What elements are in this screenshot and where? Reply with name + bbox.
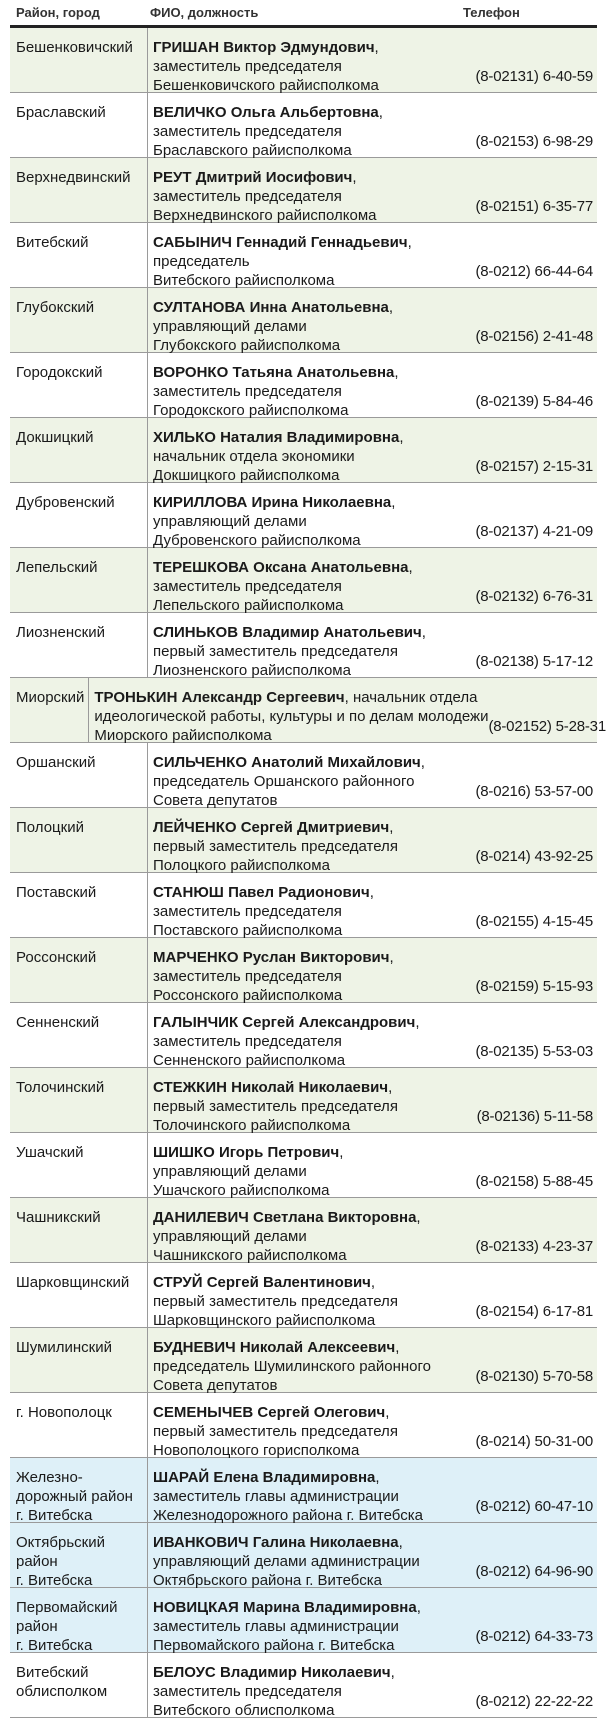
person-title-line-2: Россонского райисполкома bbox=[153, 987, 343, 1004]
row-area bbox=[10, 1523, 148, 1587]
person-suffix: , bbox=[388, 1079, 393, 1096]
person-title-line-1: заместитель главы администрации bbox=[153, 1488, 399, 1505]
person-suffix: , bbox=[369, 884, 374, 901]
row-person bbox=[148, 548, 455, 612]
row-area bbox=[10, 743, 148, 807]
person-title-line-2: Поставского райисполкома bbox=[153, 922, 343, 939]
table-row bbox=[10, 1263, 597, 1328]
table-row bbox=[10, 1393, 597, 1458]
row-phone: (8-02157) 2-15-31 bbox=[475, 458, 593, 475]
table-row bbox=[10, 28, 597, 93]
person-title-line-2: Шарковщинского райисполкома bbox=[153, 1312, 376, 1329]
row-area bbox=[10, 1588, 148, 1652]
person-name-line bbox=[153, 298, 455, 317]
row-person bbox=[148, 1003, 455, 1067]
person-suffix: , bbox=[375, 1469, 380, 1486]
person-surname: ГРИШАН bbox=[153, 39, 220, 56]
table-row bbox=[10, 808, 597, 873]
person-given-names: Сергей Олегович bbox=[257, 1404, 386, 1421]
person-surname: ШАРАЙ bbox=[153, 1469, 210, 1486]
row-person bbox=[148, 353, 455, 417]
row-person bbox=[148, 1133, 455, 1197]
person-title-line-1: первый заместитель председателя bbox=[153, 643, 398, 660]
person-given-names: Игорь Петрович bbox=[218, 1144, 340, 1161]
person-given-names: Дмитрий Иосифович bbox=[195, 169, 353, 186]
row-phone: (8-0216) 53-57-00 bbox=[475, 783, 593, 800]
person-suffix: , bbox=[339, 1144, 344, 1161]
person-surname: БУДНЕВИЧ bbox=[153, 1339, 236, 1356]
area-line: Толочинский bbox=[16, 1079, 105, 1096]
area-line: Бешенковичский bbox=[16, 39, 133, 56]
person-title-line-2: Браславского райисполкома bbox=[153, 142, 352, 159]
table-row bbox=[10, 1003, 597, 1068]
person-title-line-2: Лепельского райисполкома bbox=[153, 597, 344, 614]
person-given-names: Александр Сергеевич bbox=[181, 689, 345, 706]
person-suffix: , начальник отдела bbox=[344, 689, 478, 706]
table-row bbox=[10, 1198, 597, 1263]
area-line: Шумилинский bbox=[16, 1339, 113, 1356]
person-title-line-2: Сенненского райисполкома bbox=[153, 1052, 346, 1069]
person-title-line-1: заместитель председателя bbox=[153, 188, 342, 205]
person-title-line-1: заместитель председателя bbox=[153, 1033, 342, 1050]
row-area bbox=[10, 418, 148, 482]
person-given-names: Анатолий Михайлович bbox=[251, 754, 421, 771]
person-title-line-2: Докшицкого райисполкома bbox=[153, 467, 340, 484]
table-header bbox=[10, 0, 597, 28]
person-name-line bbox=[153, 1468, 455, 1487]
row-person bbox=[148, 1263, 455, 1327]
person-surname: ШИШКО bbox=[153, 1144, 215, 1161]
person-surname: БЕЛОУС bbox=[153, 1664, 216, 1681]
row-person bbox=[148, 938, 455, 1002]
area-line: Чашникский bbox=[16, 1209, 101, 1226]
person-name-line bbox=[153, 493, 455, 512]
person-name-line bbox=[153, 103, 455, 122]
person-surname: СТРУЙ bbox=[153, 1274, 203, 1291]
person-surname: ТРОНЬКИН bbox=[94, 689, 178, 706]
person-given-names: Галина Николаевна bbox=[252, 1534, 399, 1551]
person-name-line bbox=[153, 1273, 455, 1292]
person-title-line-1: заместитель председателя bbox=[153, 968, 342, 985]
person-title-line-2: Витебского райисполкома bbox=[153, 272, 335, 289]
person-suffix: , bbox=[391, 494, 396, 511]
area-line: Оршанский bbox=[16, 754, 96, 771]
person-suffix: , bbox=[374, 39, 379, 56]
row-person bbox=[148, 223, 455, 287]
person-title-line-1: управляющий делами администрации bbox=[153, 1553, 420, 1570]
person-title-line-2: Глубокского райисполкома bbox=[153, 337, 341, 354]
person-suffix: , bbox=[420, 754, 425, 771]
person-name-line bbox=[153, 623, 455, 642]
table-row bbox=[10, 1068, 597, 1133]
row-area bbox=[10, 28, 148, 92]
person-surname: ИВАНКОВИЧ bbox=[153, 1534, 249, 1551]
person-title-line-2: Витебского облисполкома bbox=[153, 1702, 335, 1719]
row-phone: (8-02151) 6-35-77 bbox=[475, 198, 593, 215]
table-body bbox=[10, 28, 606, 1719]
person-name-line bbox=[94, 688, 488, 707]
table-row bbox=[10, 418, 597, 483]
person-surname: КИРИЛЛОВА bbox=[153, 494, 248, 511]
row-person bbox=[148, 1653, 455, 1717]
person-name-line bbox=[153, 363, 455, 382]
person-given-names: Виктор Эдмундович bbox=[223, 39, 375, 56]
row-area bbox=[10, 158, 148, 222]
person-given-names: Сергей Дмитриевич bbox=[240, 819, 390, 836]
person-title-line-1: председатель Шумилинского районного bbox=[153, 1358, 431, 1375]
row-phone: (8-02135) 5-53-03 bbox=[475, 1043, 593, 1060]
row-phone: (8-02153) 6-98-29 bbox=[475, 133, 593, 150]
person-title-line-2: Полоцкого райисполкома bbox=[153, 857, 330, 874]
area-line: Глубокский bbox=[16, 299, 95, 316]
person-title-line-2: Ушачского райисполкома bbox=[153, 1182, 330, 1199]
person-title-line-1: заместитель главы администрации bbox=[153, 1618, 399, 1635]
person-title-line-1: начальник отдела экономики bbox=[153, 448, 355, 465]
table-row bbox=[10, 613, 597, 678]
person-name-line bbox=[153, 1078, 455, 1097]
person-suffix: , bbox=[416, 1599, 421, 1616]
person-surname: ЛЕЙЧЕНКО bbox=[153, 819, 237, 836]
row-phone: (8-0212) 60-47-10 bbox=[475, 1498, 593, 1515]
area-line: район bbox=[16, 1553, 58, 1570]
person-title-line-2: Чашникского райисполкома bbox=[153, 1247, 347, 1264]
person-title-line-1: заместитель председателя bbox=[153, 123, 342, 140]
table-row bbox=[10, 1523, 597, 1588]
person-title-line-2: Октябрьского района г. Витебска bbox=[153, 1572, 382, 1589]
person-title-line-1: управляющий делами bbox=[153, 1163, 307, 1180]
row-phone: (8-0212) 64-96-90 bbox=[475, 1563, 593, 1580]
row-person bbox=[148, 1328, 455, 1392]
person-given-names: Геннадий Геннадьевич bbox=[236, 234, 408, 251]
row-area bbox=[10, 1393, 148, 1457]
table-row bbox=[10, 223, 597, 288]
area-line: Россонский bbox=[16, 949, 97, 966]
person-given-names: Елена Владимировна bbox=[213, 1469, 376, 1486]
row-phone: (8-0212) 66-44-64 bbox=[475, 263, 593, 280]
person-given-names: Ольга Альбертовна bbox=[230, 104, 379, 121]
area-line: Сенненский bbox=[16, 1014, 100, 1031]
area-line: облисполком bbox=[16, 1683, 108, 1700]
person-title-line-2: Толочинского райисполкома bbox=[153, 1117, 351, 1134]
row-area bbox=[10, 93, 148, 157]
person-name-line bbox=[153, 1403, 455, 1422]
person-surname: ТЕРЕШКОВА bbox=[153, 559, 249, 576]
area-line: Городокский bbox=[16, 364, 103, 381]
table-row bbox=[10, 483, 597, 548]
row-area bbox=[10, 1653, 148, 1717]
person-suffix: , bbox=[395, 1339, 400, 1356]
person-name-line bbox=[153, 948, 455, 967]
person-name-line bbox=[153, 818, 455, 837]
row-area bbox=[10, 288, 148, 352]
table-row bbox=[10, 93, 597, 158]
row-phone: (8-02139) 5-84-46 bbox=[475, 393, 593, 410]
person-name-line bbox=[153, 1013, 455, 1032]
person-title-line-1: идеологической работы, культуры и по делам молодежи bbox=[94, 708, 489, 725]
row-person bbox=[148, 613, 455, 677]
person-surname: СЛИНЬКОВ bbox=[153, 624, 239, 641]
person-given-names: Татьяна Анатольевна bbox=[232, 364, 395, 381]
person-given-names: Сергей Валентинович bbox=[206, 1274, 371, 1291]
row-person bbox=[148, 1068, 455, 1132]
row-person bbox=[148, 1588, 455, 1652]
row-person bbox=[148, 483, 455, 547]
area-line: Ушачский bbox=[16, 1144, 84, 1161]
row-area bbox=[10, 1328, 148, 1392]
person-suffix: , bbox=[389, 949, 394, 966]
area-line: г. Витебска bbox=[16, 1572, 93, 1589]
person-surname: ВЕЛИЧКО bbox=[153, 104, 227, 121]
person-suffix: , bbox=[388, 299, 394, 316]
person-title-line-2: Верхнедвинского райисполкома bbox=[153, 207, 377, 224]
officials-table bbox=[10, 0, 606, 1719]
person-given-names: Марина Владимировна bbox=[243, 1599, 417, 1616]
person-given-names: Павел Радионович bbox=[228, 884, 370, 901]
row-person bbox=[148, 288, 455, 352]
person-suffix: , bbox=[394, 364, 399, 381]
person-title-line-2: Бешенковичского райисполкома bbox=[153, 77, 379, 94]
row-phone: (8-02133) 4-23-37 bbox=[475, 1238, 593, 1255]
table-row bbox=[10, 288, 597, 353]
person-suffix: , bbox=[385, 1404, 390, 1421]
person-name-line bbox=[153, 1598, 455, 1617]
person-suffix: , bbox=[407, 234, 412, 251]
table-row bbox=[10, 1588, 597, 1653]
row-phone: (8-02136) 5-11-58 bbox=[476, 1108, 593, 1125]
row-phone: (8-02154) 6-17-81 bbox=[475, 1303, 593, 1320]
person-title-line-2: Городокского райисполкома bbox=[153, 402, 349, 419]
row-phone: (8-02137) 4-21-09 bbox=[475, 523, 593, 540]
person-surname: ДАНИЛЕВИЧ bbox=[153, 1209, 249, 1226]
person-title-line-1: заместитель председателя bbox=[153, 1683, 342, 1700]
row-phone: (8-02155) 4-15-45 bbox=[475, 913, 593, 930]
row-phone: (8-0214) 43-92-25 bbox=[475, 848, 593, 865]
row-area bbox=[10, 938, 148, 1002]
person-given-names: Николай Николаевич bbox=[231, 1079, 389, 1096]
person-surname: САБЫНИЧ bbox=[153, 234, 232, 251]
person-suffix: , bbox=[370, 1274, 376, 1291]
row-phone: (8-02131) 6-40-59 bbox=[475, 68, 593, 85]
person-title-line-2: Лиозненского райисполкома bbox=[153, 662, 351, 679]
area-line: Миорский bbox=[16, 689, 85, 706]
row-person bbox=[148, 1393, 455, 1457]
row-person bbox=[148, 1198, 455, 1262]
person-name-line bbox=[153, 753, 455, 772]
person-name-line bbox=[153, 883, 455, 902]
person-title-line-2: Миорского райисполкома bbox=[94, 727, 272, 744]
header-phone: Телефон bbox=[463, 5, 520, 20]
row-area bbox=[10, 873, 148, 937]
row-area bbox=[10, 1198, 148, 1262]
person-name-line bbox=[153, 558, 455, 577]
person-surname: РЕУТ bbox=[153, 169, 192, 186]
person-suffix: , bbox=[399, 429, 404, 446]
area-line: г. Новополоцк bbox=[16, 1404, 112, 1421]
person-title-line-2: Совета депутатов bbox=[153, 792, 278, 809]
person-surname: СЕМЕНЫЧЕВ bbox=[153, 1404, 254, 1421]
person-title-line-1: председатель bbox=[153, 253, 250, 270]
person-given-names: Руслан Викторович bbox=[242, 949, 390, 966]
area-line: Лепельский bbox=[16, 559, 98, 576]
area-line: дорожный район bbox=[16, 1488, 133, 1505]
table-row bbox=[10, 938, 597, 1003]
area-line: Октябрьский bbox=[16, 1534, 105, 1551]
area-line: Полоцкий bbox=[16, 819, 84, 836]
person-title-line-2: Дубровенского райисполкома bbox=[153, 532, 361, 549]
person-surname: МАРЧЕНКО bbox=[153, 949, 239, 966]
person-title-line-1: заместитель председателя bbox=[153, 903, 342, 920]
row-person bbox=[148, 158, 455, 222]
person-suffix: , bbox=[421, 624, 426, 641]
table-row bbox=[10, 1133, 597, 1198]
row-person bbox=[148, 1458, 455, 1522]
row-person bbox=[148, 28, 455, 92]
person-title-line-1: первый заместитель председателя bbox=[153, 838, 398, 855]
row-area bbox=[10, 1133, 148, 1197]
person-given-names: Инна Анатольевна bbox=[249, 299, 389, 316]
header-area: Район, город bbox=[16, 5, 100, 20]
person-title-line-2: Первомайского района г. Витебска bbox=[153, 1637, 395, 1654]
row-person bbox=[148, 808, 455, 872]
row-area bbox=[10, 223, 148, 287]
person-name-line bbox=[153, 1533, 455, 1552]
person-given-names: Ирина Николаевна bbox=[251, 494, 392, 511]
area-line: Браславский bbox=[16, 104, 106, 121]
row-area bbox=[10, 613, 148, 677]
row-person bbox=[148, 743, 455, 807]
row-phone: (8-02159) 5-15-93 bbox=[475, 978, 593, 995]
area-line: г. Витебска bbox=[16, 1637, 93, 1654]
person-name-line bbox=[153, 1143, 455, 1162]
person-suffix: , bbox=[378, 104, 383, 121]
person-name-line bbox=[153, 1338, 455, 1357]
row-person bbox=[148, 418, 455, 482]
person-title-line-1: заместитель председателя bbox=[153, 383, 342, 400]
person-surname: ВОРОНКО bbox=[153, 364, 229, 381]
row-phone: (8-02158) 5-88-45 bbox=[475, 1173, 593, 1190]
person-given-names: Владимир Николаевич bbox=[219, 1664, 391, 1681]
row-phone: (8-02156) 2-41-48 bbox=[475, 328, 593, 345]
area-line: Первомайский bbox=[16, 1599, 118, 1616]
area-line: Поставский bbox=[16, 884, 97, 901]
person-suffix: , bbox=[408, 559, 413, 576]
row-phone: (8-0214) 50-31-00 bbox=[475, 1433, 593, 1450]
row-area bbox=[10, 678, 89, 742]
row-area bbox=[10, 1458, 148, 1522]
person-title-line-1: первый заместитель председателя bbox=[153, 1098, 398, 1115]
person-given-names: Владимир Анатольевич bbox=[242, 624, 422, 641]
person-surname: ГАЛЫНЧИК bbox=[153, 1014, 239, 1031]
person-title-line-2: Железнодорожного района г. Витебска bbox=[153, 1507, 423, 1524]
row-area bbox=[10, 548, 148, 612]
row-phone: (8-0212) 22-22-22 bbox=[475, 1693, 593, 1710]
person-title-line-1: управляющий делами bbox=[153, 1228, 307, 1245]
area-line: г. Витебска bbox=[16, 1507, 93, 1524]
person-suffix: , bbox=[389, 819, 394, 836]
row-area bbox=[10, 483, 148, 547]
table-row bbox=[10, 353, 597, 418]
row-phone: (8-0212) 64-33-73 bbox=[475, 1628, 593, 1645]
table-row bbox=[10, 548, 597, 613]
person-title-line-1: управляющий делами bbox=[153, 513, 307, 530]
area-line: Витебский bbox=[16, 234, 89, 251]
person-name-line bbox=[153, 1208, 455, 1227]
person-title-line-1: председатель Оршанского районного bbox=[153, 773, 415, 790]
person-surname: ХИЛЬКО bbox=[153, 429, 216, 446]
row-area bbox=[10, 1003, 148, 1067]
person-title-line-1: заместитель председателя bbox=[153, 578, 342, 595]
row-person bbox=[89, 678, 488, 742]
area-line: Лиозненский bbox=[16, 624, 106, 641]
table-row bbox=[10, 873, 597, 938]
person-surname: СТЕЖКИН bbox=[153, 1079, 227, 1096]
row-phone: (8-02130) 5-70-58 bbox=[475, 1368, 593, 1385]
area-line: Витебский bbox=[16, 1664, 89, 1681]
row-person bbox=[148, 1523, 455, 1587]
person-title-line-2: Новополоцкого горисполкома bbox=[153, 1442, 360, 1459]
table-row bbox=[10, 1653, 597, 1718]
row-area bbox=[10, 808, 148, 872]
area-line: Верхнедвинский bbox=[16, 169, 131, 186]
person-surname: СУЛТАНОВА bbox=[153, 299, 246, 316]
area-line: Железно- bbox=[16, 1469, 83, 1486]
row-area bbox=[10, 353, 148, 417]
person-given-names: Сергей Александрович bbox=[242, 1014, 416, 1031]
person-name-line bbox=[153, 1663, 455, 1682]
table-row bbox=[10, 1458, 597, 1523]
person-given-names: Светлана Викторовна bbox=[253, 1209, 417, 1226]
row-person bbox=[148, 93, 455, 157]
person-suffix: , bbox=[415, 1014, 420, 1031]
person-suffix: , bbox=[398, 1534, 403, 1551]
person-name-line bbox=[153, 168, 455, 187]
person-title-line-2: Совета депутатов bbox=[153, 1377, 278, 1394]
person-surname: СИЛЬЧЕНКО bbox=[153, 754, 247, 771]
table-row bbox=[10, 743, 597, 808]
person-surname: СТАНЮШ bbox=[153, 884, 224, 901]
person-given-names: Николай Алексеевич bbox=[239, 1339, 396, 1356]
person-name-line bbox=[153, 233, 455, 252]
area-line: район bbox=[16, 1618, 58, 1635]
person-name-line bbox=[153, 428, 455, 447]
row-phone: (8-02138) 5-17-12 bbox=[475, 653, 593, 670]
header-name: ФИО, должность bbox=[150, 5, 259, 20]
person-surname: НОВИЦКАЯ bbox=[153, 1599, 239, 1616]
person-title-line-1: заместитель председателя bbox=[153, 58, 342, 75]
person-title-line-1: первый заместитель председателя bbox=[153, 1293, 398, 1310]
person-suffix: , bbox=[390, 1664, 395, 1681]
table-row bbox=[10, 1328, 597, 1393]
area-line: Шарковщинский bbox=[16, 1274, 130, 1291]
person-name-line bbox=[153, 38, 455, 57]
area-line: Дубровенский bbox=[16, 494, 115, 511]
person-title-line-1: первый заместитель председателя bbox=[153, 1423, 398, 1440]
person-suffix: , bbox=[416, 1209, 421, 1226]
row-area bbox=[10, 1068, 148, 1132]
row-phone: (8-02152) 5-28-31 bbox=[488, 718, 606, 735]
person-given-names: Оксана Анатольевна bbox=[253, 559, 409, 576]
person-title-line-1: управляющий делами bbox=[153, 318, 307, 335]
row-person bbox=[148, 873, 455, 937]
table-row bbox=[10, 158, 597, 223]
area-line: Докшицкий bbox=[16, 429, 94, 446]
person-given-names: Наталия Владимировна bbox=[220, 429, 400, 446]
row-phone: (8-02132) 6-76-31 bbox=[475, 588, 593, 605]
row-area bbox=[10, 1263, 148, 1327]
table-row bbox=[10, 678, 606, 744]
person-suffix: , bbox=[352, 169, 357, 186]
